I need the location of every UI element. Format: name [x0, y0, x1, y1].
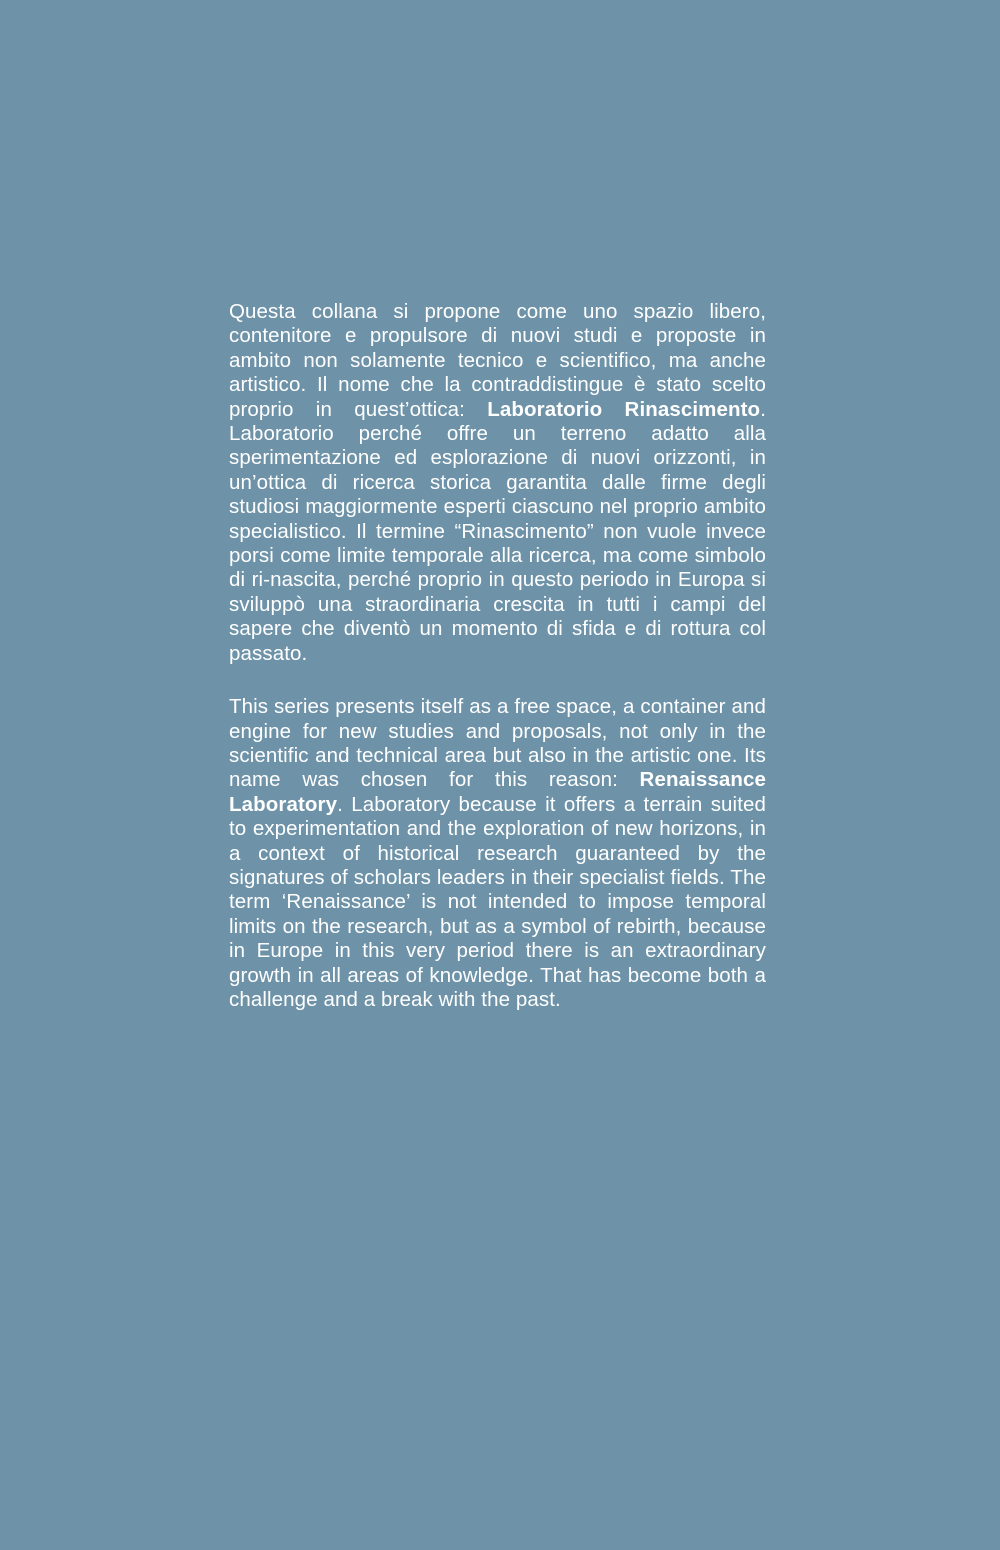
- series-title-emphasis: Renaissance Laboratory: [229, 768, 766, 816]
- paragraph-italian: [229, 300, 766, 666]
- series-description-block: [229, 300, 766, 1012]
- paragraph-text-run: Questa collana si propone come uno spazio libero, contenitore e propulsore di nuovi studi e proposte in ambito non solamente tecnico e scientifico, ma anche artistico. Il nome che la contraddistingue è stato scelto proprio in quest’ottica:: [229, 300, 766, 421]
- paragraph-text-run: This series presents itself as a free space, a container and engine for new studies and proposals, not only in the scientific and technical area but also in the artistic one. Its name was chosen for this reason:: [229, 695, 766, 792]
- series-title-emphasis: Laboratorio Rinascimento: [487, 397, 761, 421]
- paragraph-english: [229, 695, 766, 1012]
- paragraph-text-run: . Laboratorio perché offre un terreno adatto alla sperimentazione ed esplorazione di nuovi orizzonti, in un’ottica di ricerca storica garantita dalle firme degli studiosi maggiormente esperti ciascuno nel proprio ambito specialistico. Il termine “Rinascimento” non vuole invece porsi come limite temporale alla ricerca, ma come simbolo di ri-nascita, perché proprio in questo periodo in Europa si sviluppò una straordinaria crescita in tutti i campi del sapere che diventò un momento di sfida e di rottura col passato.: [229, 397, 766, 665]
- paragraph-text-run: . Laboratory because it offers a terrain suited to experimentation and the exploration of new horizons, in a context of historical research guaranteed by the signatures of scholars leaders in their specialist fields. The term ‘Renaissance’ is not intended to impose temporal limits on the research, but as a symbol of rebirth, because in Europe in this very period there is an extraordinary growth in all areas of knowledge. That has become both a challenge and a break with the past.: [229, 792, 766, 1011]
